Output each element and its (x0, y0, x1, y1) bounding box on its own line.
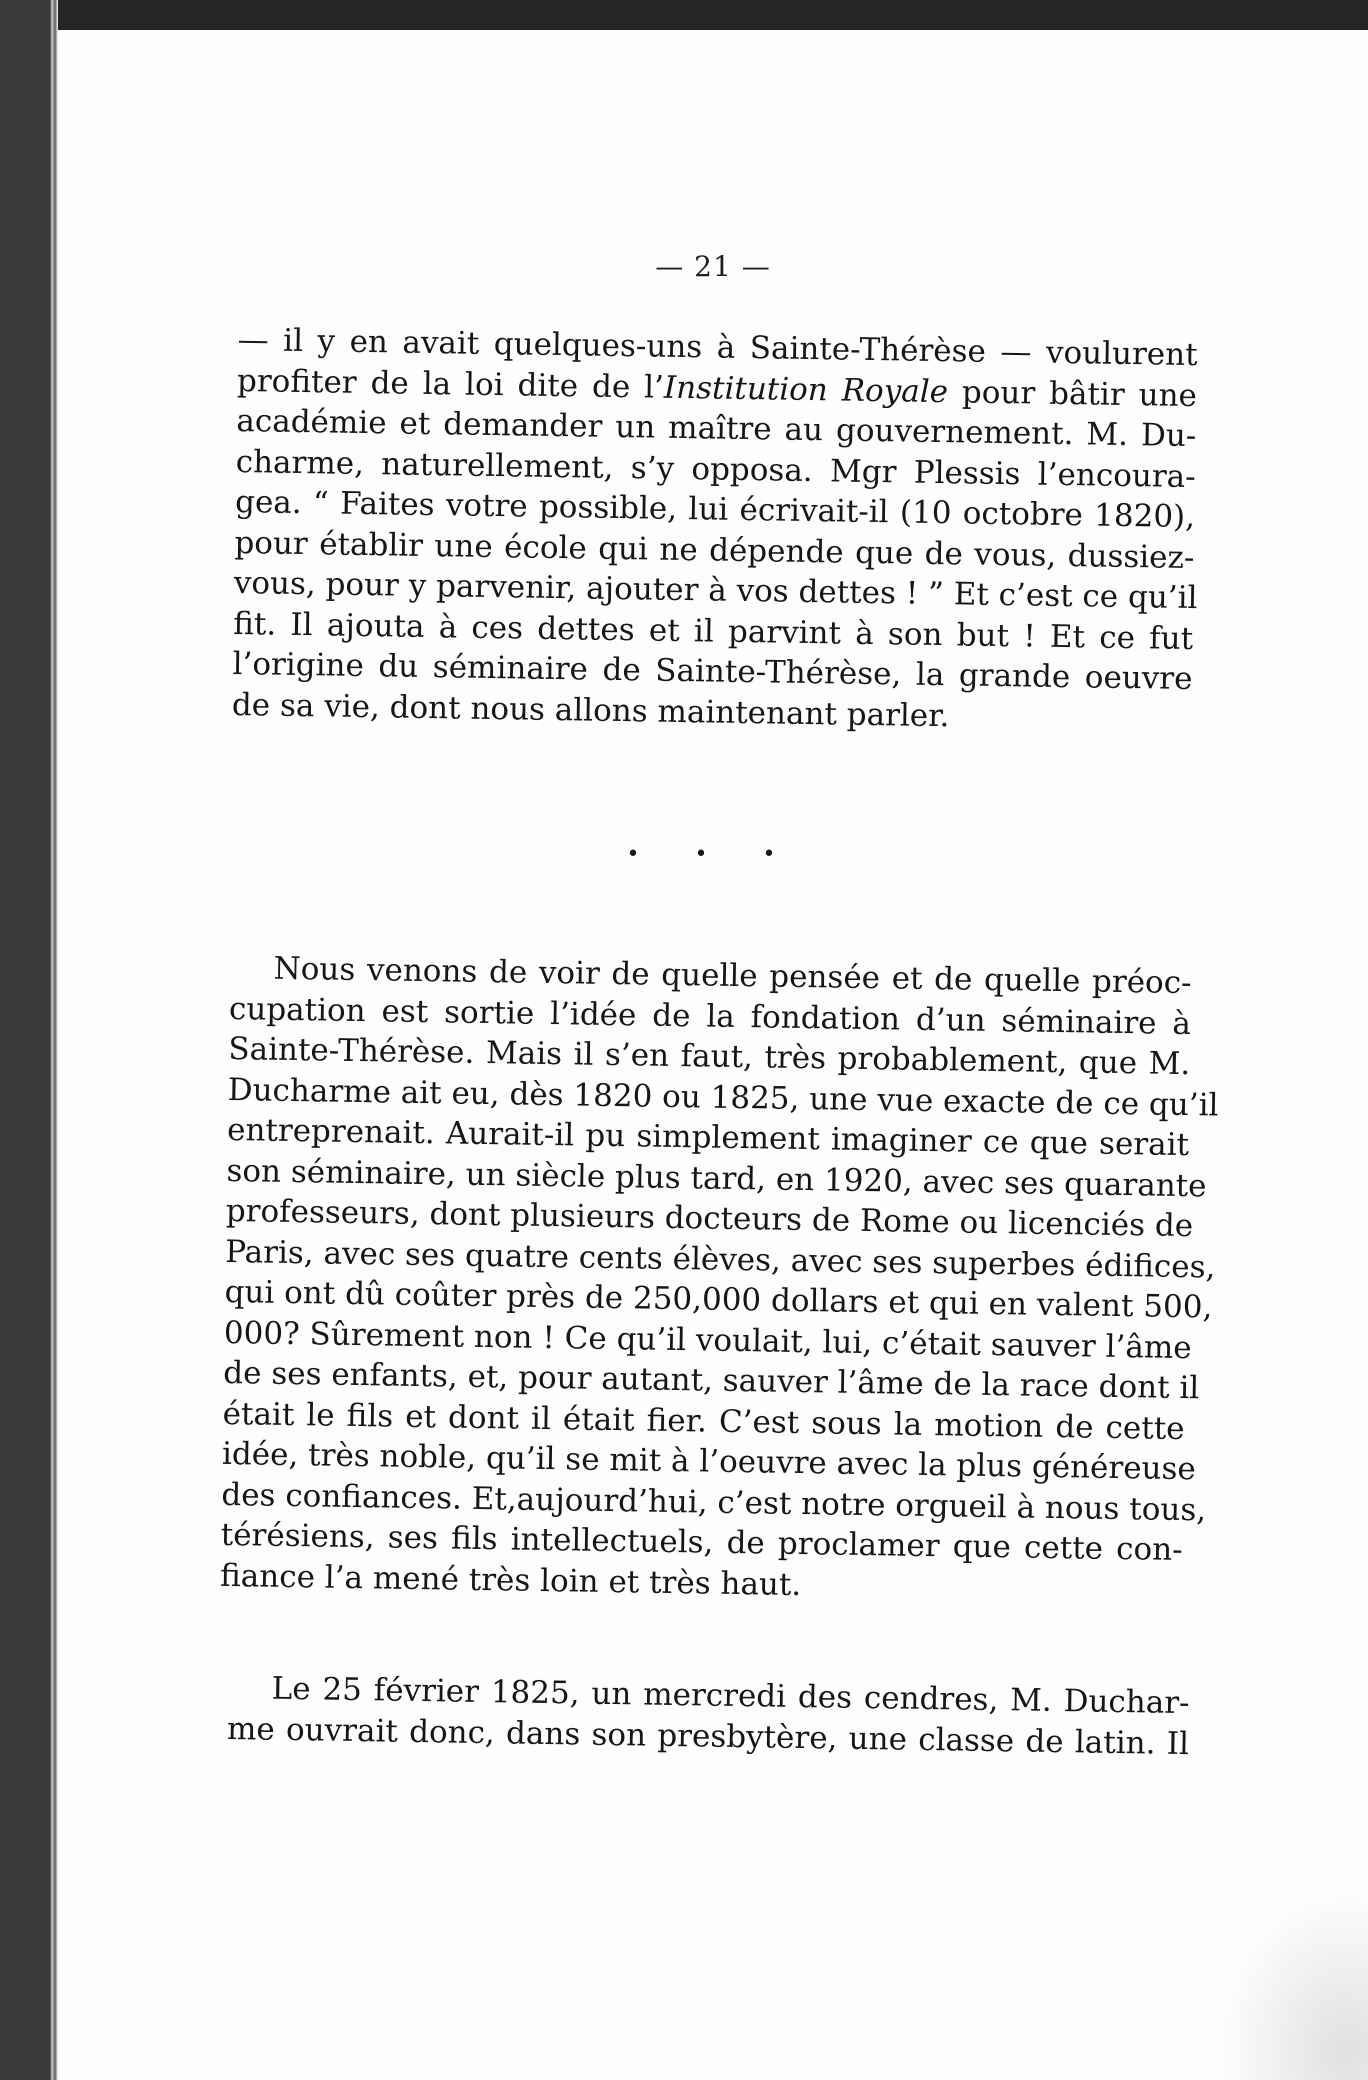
text-line: professeurs, dont plusieurs docteurs de Rome ou licenciés de (225, 1192, 1194, 1245)
paragraph-2 (219, 948, 1219, 1611)
text-line: térésiens, ses fils intellectuels, de proclamer que cette con- (220, 1516, 1183, 1569)
section-separator: • • • (626, 842, 800, 867)
text-line: me ouvrait donc, dans son presbytère, une classe de latin. Il (226, 1710, 1190, 1762)
text-line: des confiances. Et,aujourd’hui, c’est notre orgueil à nous tous, (221, 1476, 1207, 1528)
text-line: entreprenait. Aurait-il pu simplement imaginer ce que serait (226, 1111, 1190, 1164)
text-line: — il y en avait quelques-uns à Sainte-Thérèse — voulurent (237, 321, 1198, 374)
italic-title: Institution Royale (663, 369, 949, 410)
text-line: Le 25 février 1825, un mercredi des cendres, M. Duchar- (271, 1670, 1190, 1722)
text-line: Paris, avec ses quatre cents élèves, avec ses superbes édifices, (224, 1233, 1216, 1286)
text-line: était le fils et dont il était fier. C’est sous la motion de cette (222, 1395, 1185, 1447)
book-page (58, 30, 1368, 2080)
text-line: idée, très noble, qu’il se mit à l’oeuvre avec la plus généreuse (221, 1435, 1197, 1488)
text-line: gea. “ Faites votre possible, lui écrivait-il (10 octobre 1820), (234, 483, 1196, 536)
text-span: pour bâtir une (947, 373, 1198, 414)
text-line: académie et demander un maître au gouvernement. M. Du- (236, 402, 1197, 455)
text-line: 000? Sûrement non ! Ce qu’il voulait, lui, c’était sauver l’âme (223, 1314, 1192, 1366)
text-line: l’origine du séminaire de Sainte-Thérèse, la grande oeuvre (232, 645, 1193, 698)
book-gutter-edge (0, 0, 58, 2080)
text-line: de sa vie, dont nous allons maintenant parler. (231, 686, 950, 734)
text-line: Sainte-Thérèse. Mais il s’en faut, très probablement, que M. (228, 1030, 1191, 1083)
scan-border-top (0, 0, 1368, 30)
text-line: de ses enfants, et, pour autant, sauver l’âme de la race dont il (223, 1354, 1200, 1407)
text-line: vous, pour y parvenir, ajouter à vos dettes ! ” Et c’est ce qu’il (233, 564, 1198, 617)
text-line: cupation est sortie l’idée de la fondation d’un séminaire à (228, 990, 1192, 1042)
text-line: Ducharme ait eu, dès 1820 ou 1825, une vue exacte de ce qu’il (227, 1071, 1219, 1124)
text-line: charme, naturellement, s’y opposa. Mgr Plessis l’encoura- (235, 443, 1196, 495)
text-line: fit. Il ajouta à ces dettes et il parvint à son but ! Et ce fut (232, 605, 1194, 657)
text-line: pour établir une école qui ne dépende que de vous, dussiez- (234, 524, 1195, 576)
text-line: son séminaire, un siècle plus tard, en 1920, avec ses quarante (226, 1152, 1207, 1204)
paragraph-1 (232, 320, 1198, 740)
paragraph-3 (227, 1668, 1190, 1764)
page-number: — 21 — (655, 250, 771, 283)
text-span: profiter de la loi dite de l’ (236, 362, 665, 406)
page-stain (1218, 1890, 1368, 2080)
text-line: qui ont dû coûter près de 250,000 dollars et qui en valent 500, (224, 1273, 1213, 1326)
text-line: Nous venons de voir de quelle pensée et de quelle préoc- (273, 950, 1192, 1002)
text-line: fiance l’a mené très loin et très haut. (219, 1557, 802, 1603)
